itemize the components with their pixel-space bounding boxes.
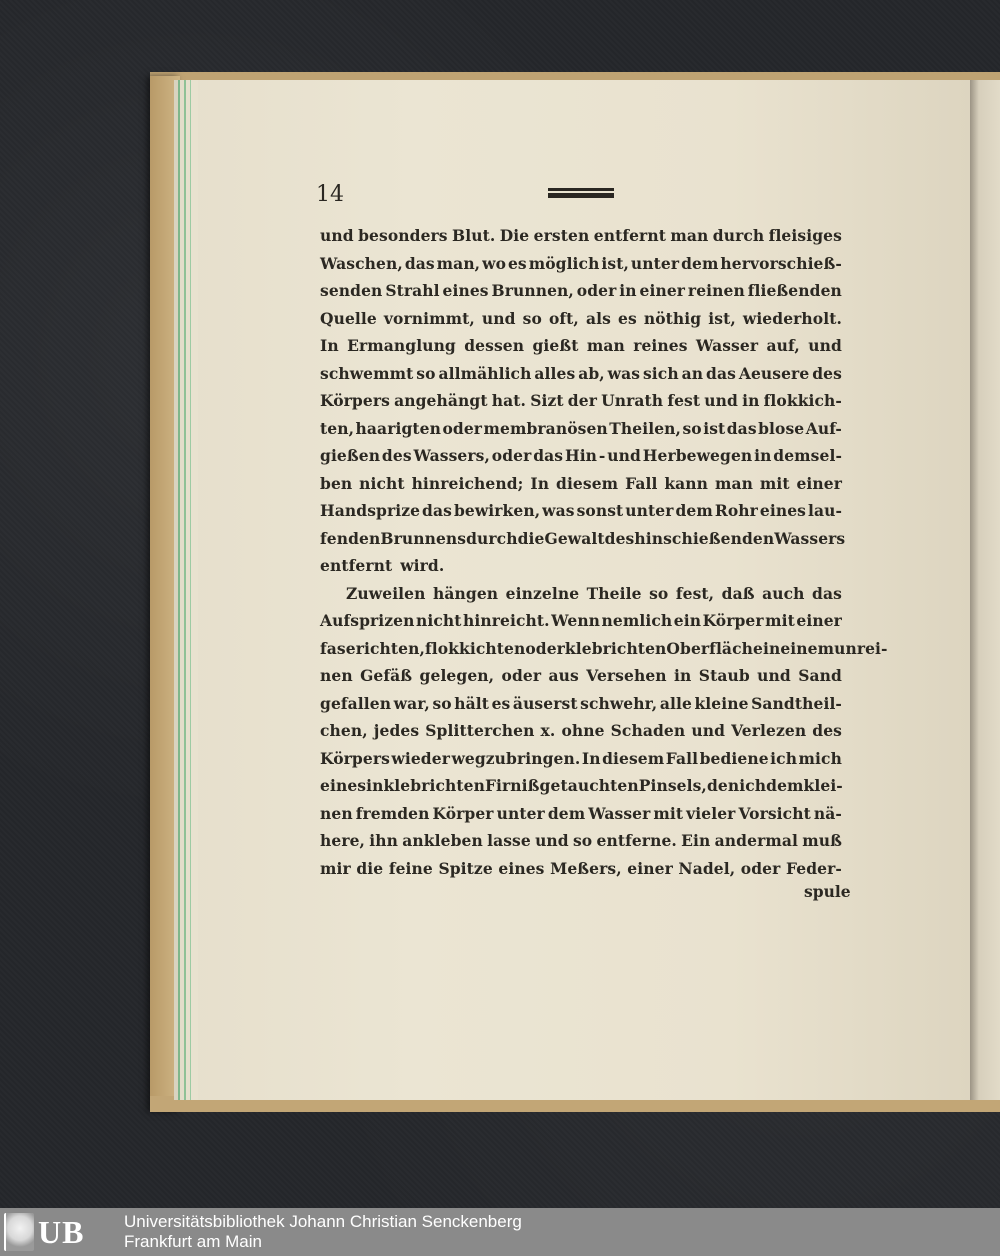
text-line xyxy=(320,580,842,608)
text-word: Fall xyxy=(665,748,699,768)
text-word: Wassers xyxy=(774,528,846,548)
text-word: und xyxy=(320,226,354,245)
text-word: was xyxy=(542,501,575,520)
text-word: klei- xyxy=(803,776,843,795)
text-line xyxy=(320,635,888,663)
text-word: Die xyxy=(499,226,530,245)
text-word: muß xyxy=(802,831,842,850)
text-word: schwehr, xyxy=(580,693,658,713)
page-number: 14 xyxy=(316,182,344,207)
text-word: blose xyxy=(758,418,805,438)
text-word: jedes xyxy=(373,721,420,740)
text-line xyxy=(320,305,842,333)
text-word: allmählich xyxy=(438,363,532,383)
text-word: Aeusere xyxy=(738,363,810,383)
text-word: hält xyxy=(454,693,490,713)
text-word: unrei- xyxy=(834,638,888,658)
text-line xyxy=(320,525,846,553)
text-word: besonders xyxy=(358,226,448,245)
text-word: man xyxy=(714,473,753,493)
text-word: einzelne xyxy=(505,583,580,603)
text-word: mit xyxy=(653,803,684,823)
text-word: membranösen xyxy=(483,418,608,438)
text-word: ankleben xyxy=(402,831,483,850)
text-word: Gewalt xyxy=(544,528,605,548)
text-word: here, xyxy=(320,831,366,850)
text-word: ist xyxy=(703,418,726,438)
text-word: der xyxy=(567,391,597,410)
text-word: ten, xyxy=(320,418,355,438)
logo-text: UB xyxy=(38,1213,85,1250)
text-word: in xyxy=(619,281,637,300)
text-word: Brunnens xyxy=(380,528,467,548)
text-word: sonst xyxy=(576,501,624,520)
text-line xyxy=(320,470,842,498)
text-word: aus xyxy=(548,666,579,685)
text-word: ist, xyxy=(601,253,629,273)
text-word: lasse xyxy=(487,831,531,850)
text-word: nicht xyxy=(359,473,405,493)
text-word: ohne xyxy=(561,721,605,740)
text-line xyxy=(320,222,842,250)
text-word: Handsprize xyxy=(320,501,421,520)
text-word: es xyxy=(617,308,637,328)
text-word: Auf- xyxy=(805,418,842,438)
library-location: Frankfurt am Main xyxy=(124,1232,262,1251)
text-word: kleine xyxy=(694,693,749,713)
text-line xyxy=(320,552,842,580)
text-word: fleisiges xyxy=(768,226,842,245)
text-word: hängen xyxy=(433,583,499,603)
text-line xyxy=(320,800,842,828)
text-word: in xyxy=(754,446,772,465)
text-word: klebrichten xyxy=(564,638,667,658)
text-line xyxy=(320,442,842,470)
text-word: auch xyxy=(762,583,805,603)
text-word: mit xyxy=(759,473,790,493)
text-word: das xyxy=(706,363,736,383)
text-word: eines xyxy=(498,858,545,878)
text-word: das xyxy=(533,446,564,465)
header-rule-thick xyxy=(548,193,614,198)
text-line xyxy=(320,690,842,718)
text-word: oder xyxy=(442,418,483,438)
text-word: ist, xyxy=(708,308,736,328)
text-word: es xyxy=(491,693,511,713)
text-word: wieder xyxy=(391,748,450,768)
text-word: Schaden xyxy=(610,721,686,740)
text-word: die xyxy=(517,528,545,548)
text-word: Gefäß xyxy=(360,666,413,685)
text-word: Aufsprizen xyxy=(320,611,415,630)
text-word: feine xyxy=(388,858,433,878)
text-word: ein xyxy=(673,611,702,630)
text-word: in xyxy=(762,638,781,658)
text-word: Blut. xyxy=(452,226,496,245)
text-word: einem xyxy=(780,638,835,658)
text-word: nöthig xyxy=(643,308,702,328)
text-word: hinreicht. xyxy=(463,611,550,630)
text-word: vieler xyxy=(686,803,736,823)
text-word: und xyxy=(535,831,569,850)
text-word: andermal xyxy=(714,831,798,850)
text-word: daß xyxy=(721,583,755,603)
text-word: hinschießenden xyxy=(634,528,775,548)
text-word: Zuweilen xyxy=(346,583,426,603)
text-word: oder xyxy=(525,638,565,658)
text-word: dem xyxy=(681,253,719,273)
text-word: an xyxy=(681,363,704,383)
text-word: gefallen xyxy=(320,693,392,713)
text-word: flokkich- xyxy=(763,391,842,410)
text-word: flokkichten xyxy=(424,638,526,658)
text-line xyxy=(320,387,842,415)
text-word: Unrath xyxy=(601,391,664,410)
text-word: Körper xyxy=(702,611,764,630)
text-word: schwemmt xyxy=(320,363,414,383)
text-word: entfernt xyxy=(593,226,666,245)
text-word: Firniß xyxy=(484,776,540,795)
text-line xyxy=(320,415,842,443)
text-word: dessen xyxy=(464,336,525,355)
text-word: fließenden xyxy=(747,281,842,300)
text-word: vornimmt, xyxy=(383,308,475,328)
text-word: nicht xyxy=(416,611,462,630)
text-word: das xyxy=(422,501,452,520)
text-word: fremden xyxy=(355,803,430,823)
text-word: dem xyxy=(675,501,713,520)
text-word: man xyxy=(586,336,625,355)
text-word: dem xyxy=(547,803,586,823)
text-word: so xyxy=(522,308,542,328)
text-word: Nadel, xyxy=(678,858,736,878)
text-word: mit xyxy=(765,611,795,630)
text-word: hinreichend; xyxy=(411,473,524,493)
text-word: unter xyxy=(625,501,674,520)
text-word: Verlezen xyxy=(731,721,807,740)
text-word: haarigten xyxy=(355,418,441,438)
text-word: gießt xyxy=(532,336,579,355)
text-word: so xyxy=(416,363,436,383)
text-word: sich xyxy=(642,363,679,383)
text-word: gießen xyxy=(320,446,381,465)
text-word: was xyxy=(607,363,641,383)
text-word: entferne. xyxy=(596,831,677,850)
text-word: des xyxy=(381,446,412,465)
text-word: Sizt xyxy=(530,391,564,410)
text-word: Sand xyxy=(798,666,842,685)
text-word: Feder- xyxy=(785,858,842,878)
text-word: oft, xyxy=(548,308,579,328)
text-word: des xyxy=(812,363,842,383)
text-word: senden xyxy=(320,281,383,300)
text-word: Quelle xyxy=(320,308,377,328)
text-word: möglich xyxy=(528,253,600,273)
text-word: Rohr xyxy=(714,501,758,520)
text-word: entfernt xyxy=(320,556,393,575)
text-word: den xyxy=(706,776,740,795)
text-word: so xyxy=(682,418,702,438)
text-word: äuserst xyxy=(512,693,578,713)
text-word: alle xyxy=(659,693,692,713)
text-word: eines xyxy=(759,501,806,520)
text-word: und xyxy=(808,336,842,355)
text-word: Wenn xyxy=(551,611,601,630)
text-word: Splitterchen xyxy=(425,721,535,740)
text-word: Ermanglung xyxy=(347,336,456,355)
text-word: ihn xyxy=(369,831,399,850)
text-word: bewirken, xyxy=(453,501,541,520)
text-word: Hin xyxy=(564,446,598,465)
catchword: spule xyxy=(804,882,851,901)
text-word: faserichten, xyxy=(320,638,425,658)
text-word: Spitze xyxy=(438,858,493,878)
text-line xyxy=(320,277,842,305)
text-word: In xyxy=(530,473,550,493)
text-word: des xyxy=(604,528,635,548)
text-word: auf, xyxy=(766,336,800,355)
text-word: Theile xyxy=(586,583,642,603)
text-word: die xyxy=(356,858,384,878)
text-word: man, xyxy=(436,253,481,273)
text-word: ich xyxy=(739,776,767,795)
text-line xyxy=(320,360,842,388)
text-word: Fall xyxy=(625,473,658,493)
text-word: hervorschieß- xyxy=(720,253,842,273)
text-word: ben xyxy=(320,473,353,493)
text-word: fest, xyxy=(675,583,715,603)
text-word: durch xyxy=(466,528,518,548)
text-word: Versehen xyxy=(586,666,667,685)
text-word: Wasser xyxy=(695,336,759,355)
text-word: angehängt xyxy=(394,391,488,410)
library-logo[interactable] xyxy=(4,1211,116,1253)
text-word: Herbewegen xyxy=(642,446,753,465)
text-word: - xyxy=(598,446,606,465)
text-word: diesem xyxy=(602,748,665,768)
portrait-icon xyxy=(4,1213,34,1251)
text-word: Wasser xyxy=(588,803,651,823)
text-word: so xyxy=(432,693,452,713)
text-word: Waschen, xyxy=(320,253,403,273)
text-word: oder xyxy=(501,666,542,685)
text-word: in xyxy=(366,776,384,795)
text-word: wegzubringen. xyxy=(451,748,581,768)
text-word: einer xyxy=(796,611,842,630)
text-word: bediene xyxy=(699,748,769,768)
text-line xyxy=(320,717,842,745)
text-word: x. xyxy=(540,721,556,740)
text-word: Wassers, xyxy=(413,446,490,465)
text-word: wo xyxy=(482,253,507,273)
text-word: unter xyxy=(496,803,545,823)
text-word: oder xyxy=(740,858,781,878)
text-word: oder xyxy=(576,281,617,300)
text-word: des xyxy=(812,721,842,740)
text-word: es xyxy=(507,253,527,273)
text-word: Strahl xyxy=(385,281,440,300)
text-word: das xyxy=(726,418,757,438)
text-word: In xyxy=(581,748,601,768)
text-word: lau- xyxy=(807,501,842,520)
text-word: demsel- xyxy=(773,446,842,465)
text-word: ich xyxy=(770,748,798,768)
text-word: man xyxy=(670,226,709,245)
text-word: das xyxy=(404,253,435,273)
text-word: gelegen, xyxy=(419,666,495,685)
text-word: Körper xyxy=(432,803,494,823)
text-line xyxy=(320,497,842,525)
text-word: ab, xyxy=(578,363,605,383)
text-word: reines xyxy=(633,336,688,355)
body-text xyxy=(320,222,888,882)
text-word: und xyxy=(481,308,516,328)
text-word: durch xyxy=(712,226,765,245)
text-line xyxy=(320,250,842,278)
text-word: mich xyxy=(798,748,842,768)
text-word: so xyxy=(649,583,669,603)
text-word: wird. xyxy=(400,556,445,575)
text-word: so xyxy=(572,831,593,850)
text-word: Körpers xyxy=(320,391,390,410)
text-word: wiederholt. xyxy=(742,308,842,328)
text-word: einer xyxy=(639,281,686,300)
text-word: klebrichten xyxy=(383,776,485,795)
text-line xyxy=(320,662,842,690)
text-word: nemlich xyxy=(601,611,673,630)
text-word: hat. xyxy=(491,391,527,410)
text-line xyxy=(320,772,842,800)
text-word: Oberfläche xyxy=(666,638,763,658)
text-line xyxy=(320,332,842,360)
text-word: unter xyxy=(630,253,680,273)
text-word: kann xyxy=(664,473,709,493)
text-word: war, xyxy=(393,693,430,713)
text-word: und xyxy=(607,446,641,465)
text-word: und xyxy=(704,391,738,410)
text-word: In xyxy=(320,336,339,355)
text-word: und xyxy=(691,721,726,740)
text-word: und xyxy=(757,666,791,685)
header-rule xyxy=(548,188,614,191)
text-word: in xyxy=(674,666,692,685)
text-word: reinen xyxy=(687,281,745,300)
text-word: mir xyxy=(320,858,351,878)
text-word: Meßers, xyxy=(550,858,622,878)
text-line xyxy=(320,855,842,883)
text-word: ersten xyxy=(533,226,590,245)
text-word: Theilen, xyxy=(609,418,682,438)
text-word: eines xyxy=(442,281,489,300)
text-word: Vorsicht xyxy=(738,803,811,823)
text-word: nen xyxy=(320,666,353,685)
text-word: fest xyxy=(667,391,701,410)
text-line xyxy=(320,827,842,855)
text-line xyxy=(320,607,842,635)
text-word: Ein xyxy=(681,831,711,850)
text-word: Pinsels, xyxy=(638,776,707,795)
text-word: nen xyxy=(320,803,353,823)
text-word: eines xyxy=(320,776,367,795)
text-word: Sandtheil- xyxy=(751,693,842,713)
text-word: oder xyxy=(491,446,532,465)
text-word: dem xyxy=(766,776,804,795)
text-word: nä- xyxy=(813,803,842,823)
text-word: fenden xyxy=(320,528,381,548)
text-word: alles xyxy=(534,363,576,383)
library-name: Universitätsbibliothek Johann Christian Senckenberg xyxy=(124,1212,522,1231)
text-word: das xyxy=(812,583,842,603)
text-word: Brunnen, xyxy=(491,281,574,300)
facing-page-edge xyxy=(970,80,1000,1100)
text-word: Staub xyxy=(698,666,750,685)
page-spine-binding xyxy=(174,80,198,1100)
text-word: einer xyxy=(627,858,673,878)
text-word: getauchten xyxy=(539,776,639,795)
text-word: in xyxy=(742,391,760,410)
text-word: chen, xyxy=(320,721,368,740)
text-word: Körpers xyxy=(320,748,390,768)
text-word: als xyxy=(585,308,611,328)
text-word: diesem xyxy=(556,473,619,493)
text-line xyxy=(320,745,842,773)
text-word: einer xyxy=(796,473,842,493)
